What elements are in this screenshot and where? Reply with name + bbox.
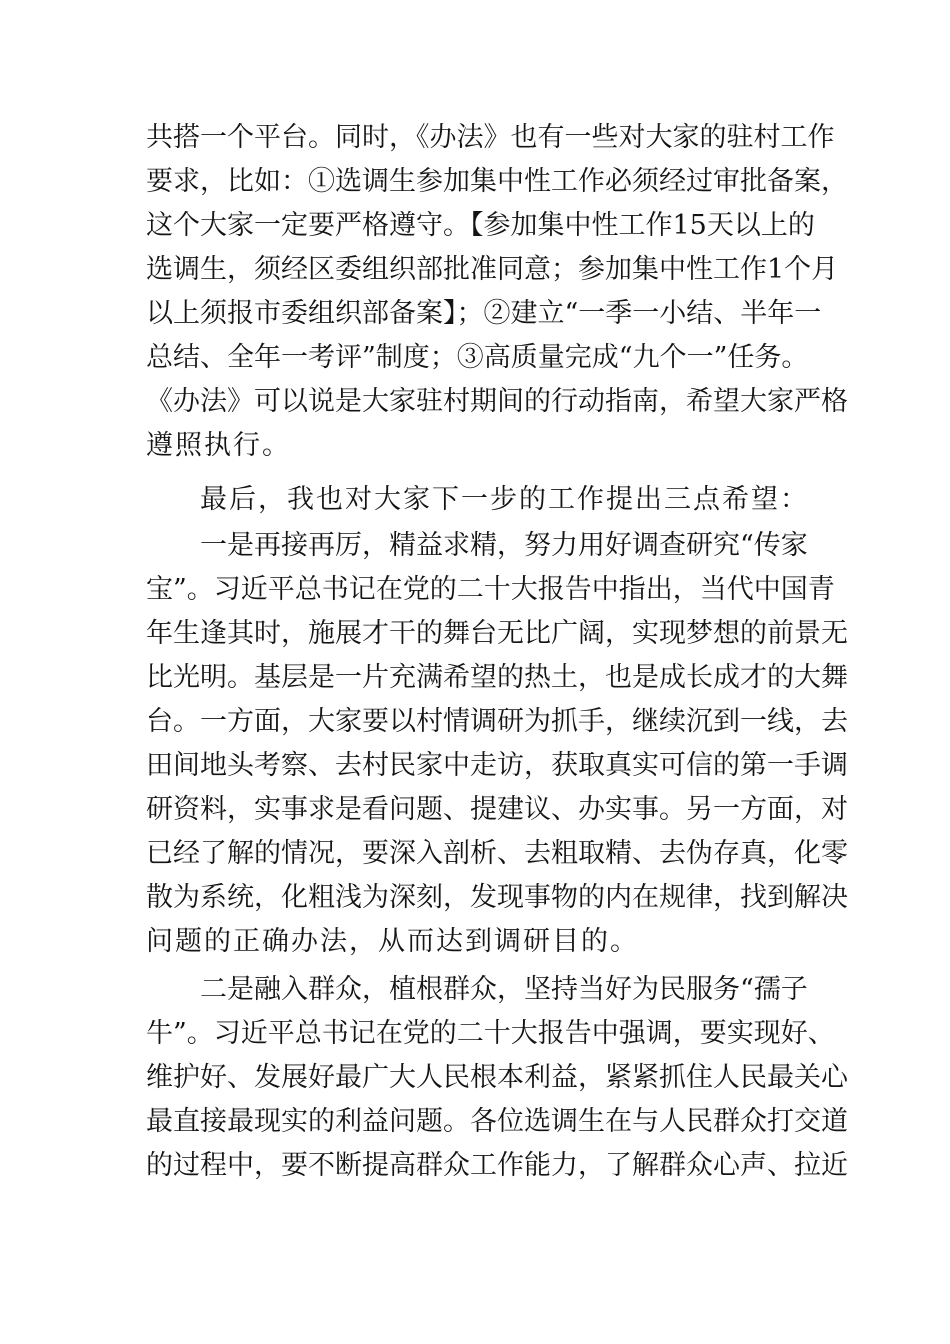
text-line: 已经了解的情况，要深入剖析、去粗取精、去伪存真，化零 xyxy=(146,838,848,869)
text-line: 比光明。基层是一片充满希望的热土，也是成长成才的大舞 xyxy=(146,662,848,693)
text-line: 选调生，须经区委组织部批准同意；参加集中性工作1个月 xyxy=(146,254,839,285)
text-line: 维护好、发展好最广大人民根本利益，紧紧抓住人民最关心 xyxy=(146,1062,848,1093)
text-line: 台。一方面，大家要以村情调研为抓手，继续沉到一线，去 xyxy=(146,706,848,737)
text-line: 年生逢其时，施展才干的舞台无比广阔，实现梦想的前景无 xyxy=(146,618,848,649)
text-line: 要求，比如：①选调生参加集中性工作必须经过审批备案， xyxy=(146,166,848,197)
text-line: 总结、全年一考评”制度；③高质量完成“九个一”任务。 xyxy=(146,342,809,373)
text-line: 的过程中，要不断提高群众工作能力，了解群众心声、拉近 xyxy=(146,1150,848,1181)
text-line: 最后，我也对大家下一步的工作提出三点希望： xyxy=(200,484,809,515)
text-line: 最直接最现实的利益问题。各位选调生在与人民群众打交道 xyxy=(146,1106,848,1137)
text-line: 以上须报市委组织部备案】；②建立“一季一小结、半年一 xyxy=(146,298,822,329)
text-line: 牛”。习近平总书记在党的二十大报告中强调，要实现好、 xyxy=(146,1018,835,1049)
text-line: 散为系统，化粗浅为深刻，发现事物的内在规律，找到解决 xyxy=(146,882,848,913)
text-line: 二是融入群众，植根群众，坚持当好为民服务“孺子 xyxy=(200,974,808,1005)
text-line: 《办法》可以说是大家驻村期间的行动指南，希望大家严格 xyxy=(146,386,848,417)
text-line: 田间地头考察、去村民家中走访，获取真实可信的第一手调 xyxy=(146,750,848,781)
text-line: 宝”。习近平总书记在党的二十大报告中指出，当代中国青 xyxy=(146,574,835,605)
text-line: 问题的正确办法，从而达到调研目的。 xyxy=(146,926,639,957)
text-line: 这个大家一定要严格遵守。【参加集中性工作15天以上的 xyxy=(146,210,815,241)
text-line: 研资料，实事求是看问题、提建议、办实事。另一方面，对 xyxy=(146,794,848,825)
text-line: 共搭一个平台。同时，《办法》也有一些对大家的驻村工作 xyxy=(146,122,835,153)
text-line: 一是再接再厉，精益求精，努力用好调查研究“传家 xyxy=(200,530,808,561)
text-line: 遵照执行。 xyxy=(146,430,291,461)
